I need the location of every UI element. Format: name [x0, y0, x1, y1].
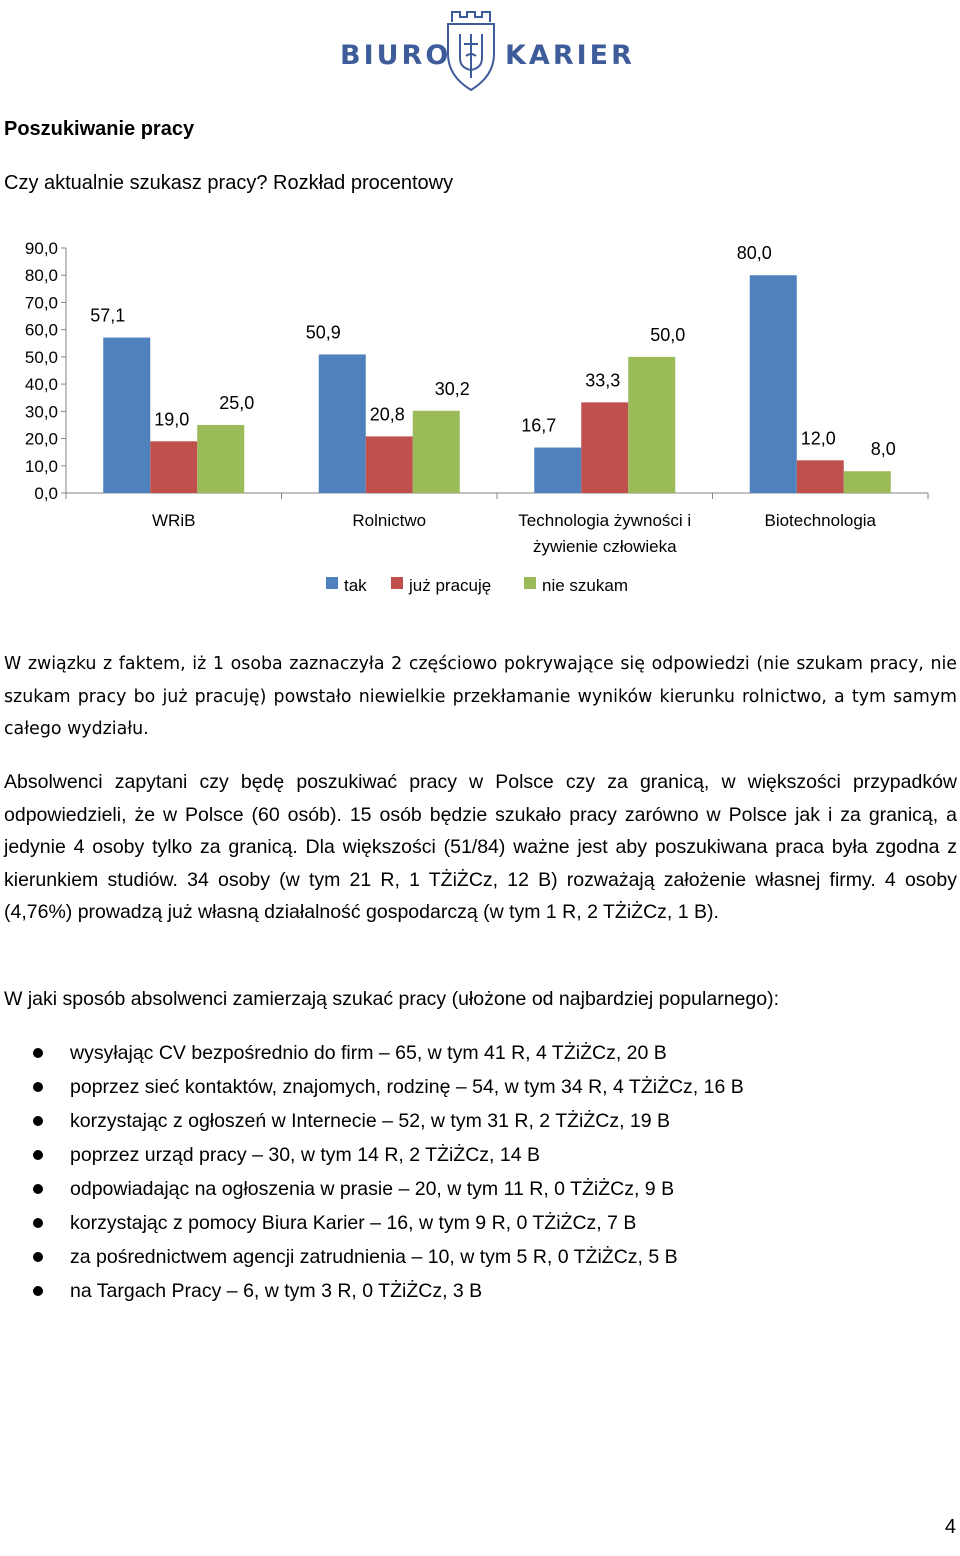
bullet-icon [33, 1048, 43, 1058]
bar-tak [534, 448, 581, 493]
y-tick-label: 30,0 [24, 402, 58, 422]
x-category-label: żywienie człowieka [532, 537, 677, 556]
y-tick-label: 50,0 [24, 347, 58, 367]
bullet-icon [33, 1184, 43, 1194]
bullet-icon [33, 1116, 43, 1126]
bar-tak [103, 338, 150, 493]
list-item: poprzez urząd pracy – 30, w tym 14 R, 2 TŻiŻCz, 14 B [0, 1138, 744, 1172]
y-tick-label: 70,0 [24, 293, 58, 313]
list-item: korzystając z ogłoszeń w Internecie – 52, w tym 31 R, 2 TŻiŻCz, 19 B [0, 1104, 744, 1138]
data-label: 30,2 [434, 378, 470, 399]
data-label: 25,0 [219, 392, 255, 413]
page-number: 4 [944, 1516, 956, 1538]
biuro-karier-logo [340, 8, 635, 98]
bar-już-pracuję [150, 441, 197, 493]
bar-chart [0, 225, 960, 620]
legend-label: tak [344, 576, 367, 595]
bullet-icon [33, 1082, 43, 1092]
data-label: 50,9 [305, 322, 341, 343]
bar-nie-szukam [197, 425, 244, 493]
legend-label: już pracuję [409, 576, 492, 595]
methods-list [0, 1036, 744, 1308]
university-emblem-icon [440, 8, 502, 98]
y-tick-label: 20,0 [24, 429, 58, 449]
data-label: 8,0 [870, 439, 896, 460]
list-item: odpowiadając na ogłoszenia w prasie – 20, w tym 11 R, 0 TŻiŻCz, 9 B [0, 1172, 744, 1206]
bar-już-pracuję [797, 460, 844, 493]
x-category-label: WRiB [152, 511, 196, 530]
data-label: 50,0 [650, 324, 686, 345]
x-category-label: Biotechnologia [764, 511, 877, 530]
paragraph-location: Absolwenci zapytani czy będę poszukiwać pracy w Polsce czy za granicą, w większości przypadków odpowiedzieli, że w Polsce (60 osób). 15 osób będzie szukało pracy zarówno w Polsce jak i za granicą, a jedynie 4 osoby tylko za granicą. Dla większości (51/84) ważne jest aby poszukiwana praca była zgodna z kierunkiem studiów. 34 osoby (w tym 21 R, 1 TŻiŻCz, 12 B) rozważają założenie własnej firmy. 4 osoby (4,76%) prowadzą już własną działalność gospodarczą (w tym 1 R, 2 TŻiŻCz, 1 B). [4, 771, 957, 924]
logo-text-right: KARIER [505, 40, 635, 71]
chart-title: Czy aktualnie szukasz pracy? Rozkład procentowy [4, 172, 454, 194]
bar-już-pracuję [366, 436, 413, 493]
x-category-label: Rolnictwo [352, 511, 427, 530]
legend-swatch [391, 577, 403, 589]
list-item: korzystając z pomocy Biura Karier – 16, w tym 9 R, 0 TŻiŻCz, 7 B [0, 1206, 744, 1240]
y-tick-label: 60,0 [24, 320, 58, 340]
y-tick-label: 0,0 [34, 484, 58, 503]
bullet-icon [33, 1150, 43, 1160]
paragraph-note: W związku z faktem, iż 1 osoba zaznaczyła 2 częściowo pokrywające się odpowiedzi (nie szukam pracy, nie szukam pracy bo już pracuję) powstało niewielkie przekłamanie wyników kierunku rolnictwo, a tym samym całego wydziału. [4, 654, 957, 740]
bullet-icon [33, 1286, 43, 1296]
y-tick-label: 10,0 [24, 456, 58, 476]
section-title: Poszukiwanie pracy [4, 118, 195, 140]
y-tick-label: 90,0 [24, 239, 58, 258]
bar-nie-szukam [413, 411, 460, 493]
bar-nie-szukam [628, 357, 675, 493]
bullet-icon [33, 1218, 43, 1228]
data-label: 33,3 [585, 370, 621, 391]
data-label: 16,7 [521, 415, 557, 436]
data-label: 19,0 [154, 409, 190, 430]
data-label: 20,8 [369, 404, 405, 425]
list-item: wysyłając CV bezpośrednio do firm – 65, w tym 41 R, 4 TŻiŻCz, 20 B [0, 1036, 744, 1070]
x-category-label: Technologia żywności i [518, 511, 692, 530]
bar-tak [750, 275, 797, 493]
y-tick-label: 40,0 [24, 375, 58, 395]
list-item: poprzez sieć kontaktów, znajomych, rodzinę – 54, w tym 34 R, 4 TŻiŻCz, 16 B [0, 1070, 744, 1104]
bullet-icon [33, 1252, 43, 1262]
bar-nie-szukam [844, 471, 891, 493]
bar-już-pracuję [581, 402, 628, 493]
data-label: 12,0 [800, 428, 836, 449]
y-tick-label: 80,0 [24, 266, 58, 286]
list-item: za pośrednictwem agencji zatrudnienia – 10, w tym 5 R, 0 TŻiŻCz, 5 B [0, 1240, 744, 1274]
bar-tak [319, 354, 366, 493]
data-label: 57,1 [90, 305, 126, 326]
paragraph-methods-intro: W jaki sposób absolwenci zamierzają szukać pracy (ułożone od najbardziej popularnego): [4, 988, 779, 1010]
data-label: 80,0 [736, 243, 772, 264]
legend-swatch [326, 577, 338, 589]
logo-text-left: BIURO [340, 40, 452, 71]
legend-label: nie szukam [542, 576, 628, 595]
list-item: na Targach Pracy – 6, w tym 3 R, 0 TŻiŻCz, 3 B [0, 1274, 744, 1308]
legend-swatch [524, 577, 536, 589]
